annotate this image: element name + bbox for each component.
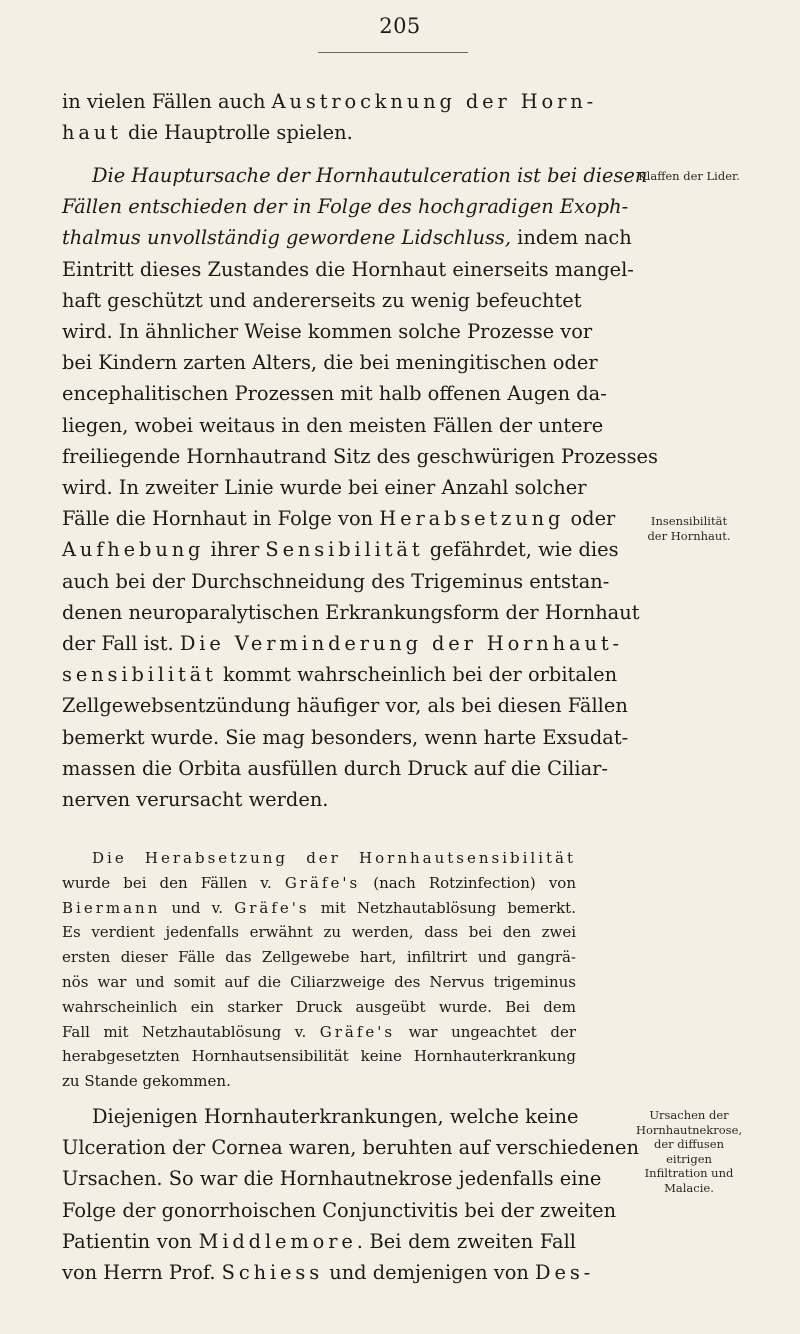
page-number: 205: [379, 14, 421, 38]
text-line: ersten dieser Fälle das Zellgewebe hart, infiltrirt und gangrä-: [62, 948, 576, 967]
text-line: haft geschützt und andererseits zu wenig befeuchtet: [62, 288, 582, 312]
text-line: auch bei der Durchschneidung des Trigeminus entstan-: [62, 569, 610, 593]
text-line: der Fall ist. Die Verminderung der Hornhaut-: [62, 632, 623, 656]
text-line: Fälle die Hornhaut in Folge von Herabsetzung oder: [62, 507, 616, 531]
spaced-emphasis: Sensibilität: [265, 538, 424, 562]
text-line: Aufhebung ihrer Sensibilität gefährdet, wie dies: [62, 538, 619, 562]
spaced-emphasis: Gräfe's: [319, 1022, 396, 1041]
text-line: nerven verursacht werden.: [62, 788, 329, 812]
text-line: thalmus unvollständig gewordene Lidschluss, indem nach: [62, 226, 632, 250]
spaced-emphasis: Gräfe's: [234, 898, 310, 917]
text-line: sensibilität kommt wahrscheinlich bei der orbitalen: [62, 663, 618, 687]
text-line: Hornhautnekrose,: [635, 1122, 743, 1137]
text-line: zu Stande gekommen.: [62, 1072, 231, 1091]
text-line: bei Kindern zarten Alters, die bei meningitischen oder: [62, 351, 598, 375]
text-line: Ursachen. So war die Hornhautnekrose jedenfalls eine: [62, 1167, 602, 1191]
text-line: [62, 846, 576, 871]
text-line: Infiltration und: [644, 1166, 734, 1180]
text-line: [62, 191, 629, 222]
text-line: wurde bei den Fällen v. Gräfe's (nach Rotzinfection) von: [62, 873, 576, 892]
text-line: [62, 160, 648, 191]
italic-text: Die Hauptursache der Hornhautulceration ist bei diesen: [92, 164, 648, 187]
spaced-emphasis: Gräfe's: [284, 873, 361, 892]
spaced-emphasis: haut: [62, 121, 122, 145]
text-line: wird. In ähnlicher Weise kommen solche Prozesse vor: [62, 320, 593, 344]
text-line: Es verdient jedenfalls erwähnt zu werden, dass bei den zwei: [62, 923, 576, 942]
text-line: liegen, wobei weitaus in den meisten Fällen der untere: [62, 413, 604, 437]
marginal-note-insensibilitaet: [586, 514, 792, 543]
text-line: nös war und somit auf die Ciliarzweige des Nervus trigeminus: [62, 972, 576, 991]
text-line: Folge der gonorrhoischen Conjunctivitis bei der zweiten: [62, 1198, 617, 1222]
spaced-emphasis: Die Verminderung der Hornhaut-: [179, 632, 623, 656]
spaced-emphasis: Schiess: [221, 1261, 324, 1285]
spaced-emphasis: Die Herabsetzung der Hornhautsensibilität: [92, 849, 576, 867]
spaced-emphasis: Des-: [535, 1261, 595, 1285]
marginal-note-ursachen: [586, 1108, 792, 1195]
spaced-emphasis: Middlemore: [198, 1229, 357, 1253]
text-line: Fall mit Netzhautablösung v. Gräfe's war ungeachtet der: [62, 1022, 576, 1041]
spaced-emphasis: Biermann: [62, 898, 161, 917]
text-line: Ursachen der: [649, 1108, 729, 1122]
text-line: denen neuroparalytischen Erkrankungsform der Hornhaut: [62, 600, 640, 624]
italic-text: Fällen entschieden der in Folge des hochgradigen Exoph-: [62, 195, 629, 219]
spaced-emphasis: Aufhebung: [62, 538, 205, 562]
text-line: Insensibilität: [650, 514, 728, 528]
italic-text: thalmus unvollständig gewordene Lidschluss,: [62, 226, 512, 250]
text-line: Ulceration der Cornea waren, beruhten auf verschiedenen: [62, 1136, 639, 1160]
spaced-emphasis: Austrocknung der Horn-: [271, 90, 598, 113]
text-line: wird. In zweiter Linie wurde bei einer Anzahl solcher: [62, 476, 587, 500]
paragraph-hornhauterkrankungen: [62, 1101, 639, 1288]
text-line: Patientin von Middlemore. Bei dem zweiten Fall: [62, 1229, 577, 1253]
text-line: in vielen Fällen auch Austrocknung der Horn-: [62, 90, 598, 113]
text-line: Malacie.: [664, 1180, 714, 1195]
text-line: der diffusen: [653, 1137, 725, 1151]
spaced-emphasis: Herabsetzung: [379, 507, 565, 531]
text-line: Klaffen der Lider.: [638, 169, 740, 183]
text-line: der Hornhaut.: [647, 528, 731, 543]
text-line: freiliegende Hornhautrand Sitz des geschwürigen Prozesses: [62, 444, 658, 468]
paragraph-hauptursache: [62, 160, 658, 815]
text-line: haut die Hauptrolle spielen.: [62, 121, 353, 145]
text-line: Diejenigen Hornhauterkrankungen, welche keine: [92, 1105, 579, 1128]
text-line: herabgesetzten Hornhautsensibilität keine Hornhauterkrankung: [62, 1047, 576, 1066]
spaced-emphasis: sensibilität: [62, 663, 217, 687]
text-line: bemerkt wurde. Sie mag besonders, wenn harte Exsudat-: [62, 725, 629, 749]
text-line: massen die Orbita ausfüllen durch Druck auf die Ciliar-: [62, 756, 608, 780]
text-line: encephalitischen Prozessen mit halb offenen Augen da-: [62, 382, 607, 406]
text-line: von Herrn Prof. Schiess und demjenigen von Des-: [62, 1261, 595, 1285]
text-line: Biermann und v. Gräfe's mit Netzhautablösung bemerkt.: [62, 898, 576, 917]
text-line: Zellgewebsentzündung häufiger vor, als bei diesen Fällen: [62, 694, 628, 718]
footnote-herabsetzung: [62, 846, 576, 1094]
text-line: eitrigen: [666, 1151, 712, 1166]
marginal-note-klaffen-der-lider: [586, 169, 792, 184]
text-line: wahrscheinlich ein starker Druck ausgeübt wurde. Bei dem: [62, 997, 576, 1016]
paragraph-austrocknung: [62, 86, 598, 148]
header-rule: [318, 52, 468, 53]
text-line: Eintritt dieses Zustandes die Hornhaut einerseits mangel-: [62, 257, 634, 281]
